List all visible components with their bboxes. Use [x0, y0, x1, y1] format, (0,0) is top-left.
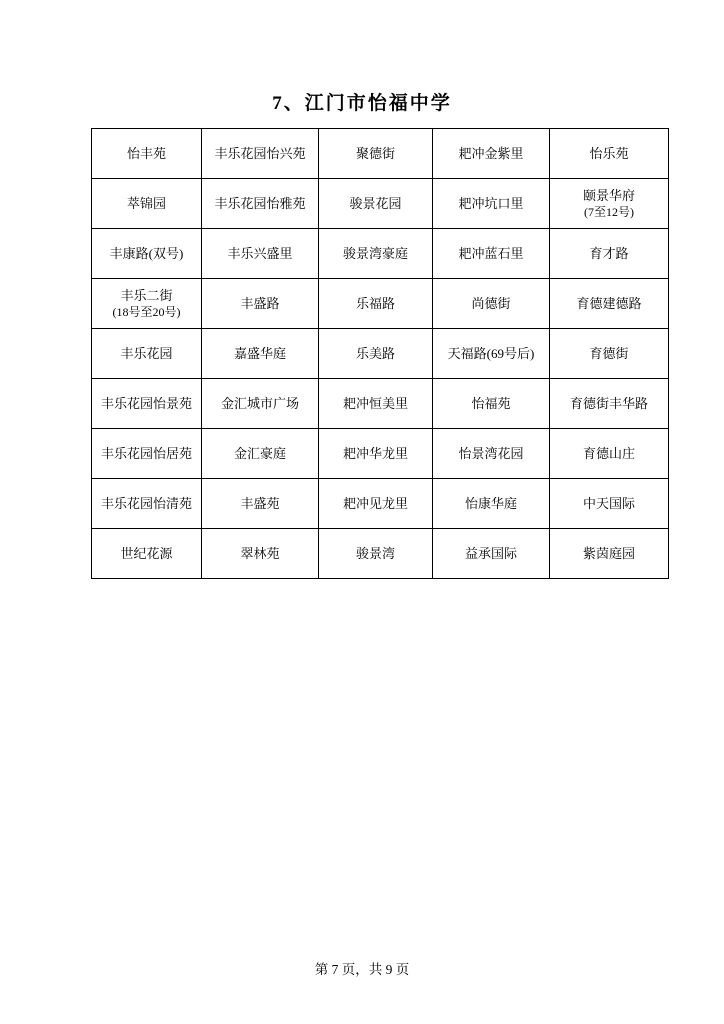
- table-cell: [92, 179, 202, 229]
- table-cell: [550, 429, 669, 479]
- table-cell: [550, 179, 669, 229]
- page-title: 7、江门市怡福中学: [272, 93, 452, 114]
- table-cell: [202, 329, 319, 379]
- table-cell-line1: 骏景湾: [355, 545, 395, 561]
- table-cell-line2: (18号至20号): [112, 305, 181, 320]
- table-cell: [202, 479, 319, 529]
- table-cell-line1: 天福路(69号后): [447, 345, 535, 361]
- table-cell-line1: 乐美路: [355, 345, 395, 361]
- table-cell-line1: 育德街丰华路: [569, 395, 648, 411]
- table-cell: [433, 179, 550, 229]
- table-cell: [92, 379, 202, 429]
- table-cell: [319, 429, 433, 479]
- table-cell: [319, 129, 433, 179]
- table-row: [92, 479, 669, 529]
- table-cell-line1: 育德建德路: [576, 295, 642, 311]
- table-cell-line1: 丰乐花园怡景苑: [100, 395, 192, 411]
- table-cell: [550, 279, 669, 329]
- table-cell-line1: 怡康华庭: [464, 495, 517, 511]
- table-cell: [202, 179, 319, 229]
- address-table: [91, 128, 669, 579]
- table-cell: [319, 529, 433, 579]
- table-cell: [202, 429, 319, 479]
- table-cell-line1: 紫茵庭园: [582, 545, 635, 561]
- table-cell-line1: 丰乐花园: [120, 345, 173, 361]
- table-row: [92, 229, 669, 279]
- table-cell: [92, 479, 202, 529]
- table-cell: [92, 229, 202, 279]
- table-cell-line1: 颐景华府: [582, 187, 635, 203]
- table-row: [92, 179, 669, 229]
- table-cell-line1: 益承国际: [464, 545, 517, 561]
- table-cell: [433, 479, 550, 529]
- table-cell-line1: 育德山庄: [582, 445, 635, 461]
- address-table-container: [91, 128, 648, 579]
- table-row: [92, 379, 669, 429]
- table-row: [92, 329, 669, 379]
- table-cell-line1: 丰乐花园怡清苑: [100, 495, 192, 511]
- table-cell-line1: 耙冲金紫里: [458, 145, 524, 161]
- table-cell: [550, 129, 669, 179]
- table-cell-line1: 丰乐花园怡雅苑: [214, 195, 306, 211]
- table-cell-line1: 育才路: [589, 245, 629, 261]
- table-cell: [433, 229, 550, 279]
- table-cell-line1: 嘉盛华庭: [233, 345, 286, 361]
- table-row: [92, 529, 669, 579]
- table-row: [92, 279, 669, 329]
- table-cell-line1: 聚德街: [355, 145, 395, 161]
- table-cell: [319, 329, 433, 379]
- table-cell: [202, 279, 319, 329]
- table-cell: [550, 479, 669, 529]
- table-cell: [550, 379, 669, 429]
- table-cell-line1: 耙冲坑口里: [458, 195, 524, 211]
- table-cell-line1: 丰盛路: [240, 295, 280, 311]
- table-cell-line1: 翠林苑: [240, 545, 280, 561]
- table-cell-line1: 丰康路(双号): [109, 245, 184, 261]
- table-cell: [92, 129, 202, 179]
- table-cell-line1: 世纪花源: [120, 545, 173, 561]
- table-cell-line1: 中天国际: [582, 495, 635, 511]
- table-cell: [92, 329, 202, 379]
- table-cell: [202, 229, 319, 279]
- table-cell-line1: 怡乐苑: [589, 145, 629, 161]
- table-cell: [433, 429, 550, 479]
- table-cell: [92, 279, 202, 329]
- table-cell-line1: 怡丰苑: [126, 145, 166, 161]
- table-cell-line1: 丰乐二街: [120, 287, 173, 303]
- table-cell-line1: 耙冲见龙里: [342, 495, 408, 511]
- table-cell: [319, 279, 433, 329]
- table-cell: [550, 229, 669, 279]
- table-cell: [433, 529, 550, 579]
- table-cell-line2: (7至12号): [584, 205, 634, 220]
- table-cell: [433, 379, 550, 429]
- table-cell-line1: 丰盛苑: [240, 495, 280, 511]
- table-cell: [92, 429, 202, 479]
- table-cell: [202, 529, 319, 579]
- table-row: [92, 429, 669, 479]
- table-cell: [433, 329, 550, 379]
- table-cell: [202, 379, 319, 429]
- table-cell: [433, 279, 550, 329]
- table-cell-line1: 金汇城市广场: [220, 395, 299, 411]
- table-cell-line1: 丰乐花园怡居苑: [100, 445, 192, 461]
- table-cell-line1: 耙冲恒美里: [342, 395, 408, 411]
- table-cell-line1: 骏景花园: [349, 195, 402, 211]
- table-cell-line1: 怡福苑: [471, 395, 511, 411]
- table-cell: [550, 529, 669, 579]
- table-cell: [550, 329, 669, 379]
- table-cell-line1: 育德街: [589, 345, 629, 361]
- page-footer: 第 7 页，共 9 页: [314, 962, 410, 977]
- table-cell-line1: 丰乐兴盛里: [227, 245, 293, 261]
- table-cell: [319, 379, 433, 429]
- table-cell-line1: 耙冲蓝石里: [458, 245, 524, 261]
- table-cell-line1: 丰乐花园怡兴苑: [214, 145, 306, 161]
- table-cell-line1: 萃锦园: [126, 195, 166, 211]
- table-cell: [202, 129, 319, 179]
- table-cell: [433, 129, 550, 179]
- table-cell: [319, 229, 433, 279]
- table-cell: [319, 179, 433, 229]
- address-table-body: [92, 129, 669, 579]
- table-cell-line1: 金汇豪庭: [233, 445, 286, 461]
- table-cell-line1: 耙冲华龙里: [342, 445, 408, 461]
- table-cell-line1: 乐福路: [355, 295, 395, 311]
- table-row: [92, 129, 669, 179]
- table-cell-line1: 尚德街: [471, 295, 511, 311]
- table-cell-line1: 骏景湾豪庭: [342, 245, 408, 261]
- table-cell: [319, 479, 433, 529]
- table-cell: [92, 529, 202, 579]
- table-cell-line1: 怡景湾花园: [458, 445, 524, 461]
